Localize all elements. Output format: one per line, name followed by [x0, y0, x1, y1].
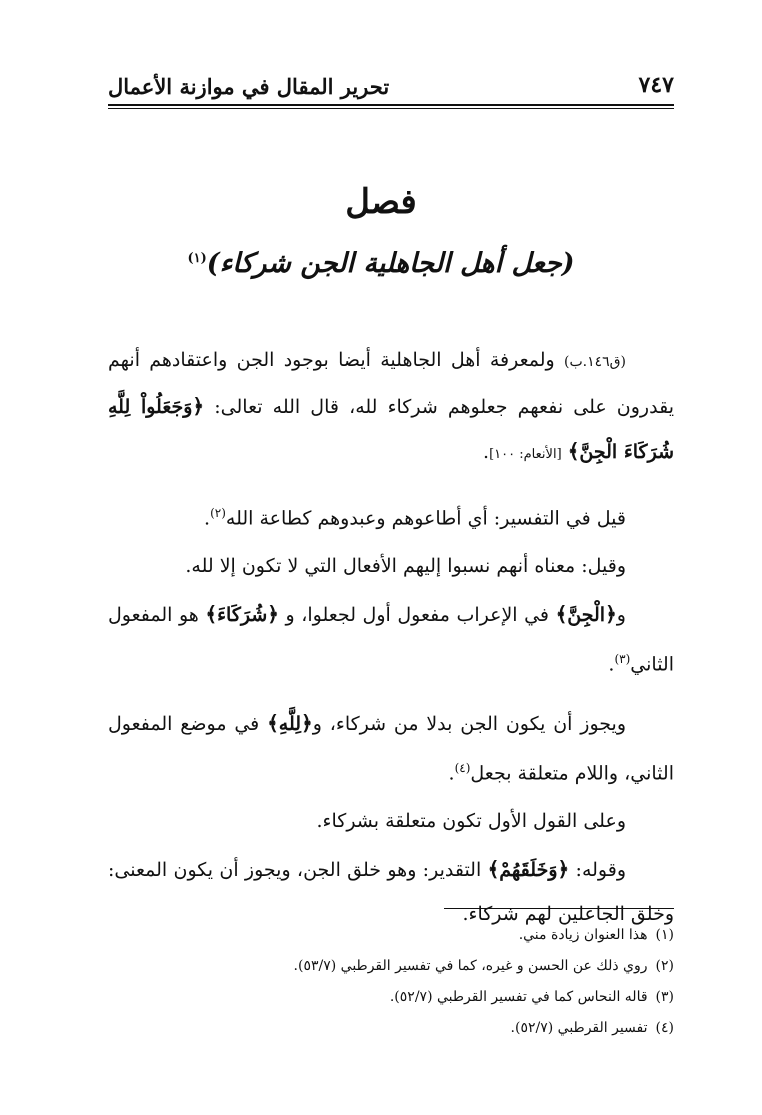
footnote-text: تفسير القرطبي (٥٢/٧).	[510, 1020, 648, 1036]
paragraph-text: و	[616, 604, 626, 627]
paragraph-2	[108, 491, 674, 540]
paragraph-1	[108, 338, 674, 477]
manuscript-reference: (ق١٤٦.ب)	[564, 354, 626, 370]
paragraph-text: وقوله:	[569, 858, 626, 881]
quran-open-brace: ﴿	[301, 710, 313, 735]
section-subtitle	[0, 248, 762, 279]
quran-close-brace: ﴾	[567, 439, 580, 463]
section-subtitle-text: (جعل أهل الجاهلية الجن شركاء)	[206, 248, 575, 279]
paragraph-text: وقيل: معناه أنهم نسبوا إليهم الأفعال التي لا تكون إلا لله.	[185, 555, 626, 578]
footnote-1	[108, 920, 674, 951]
footnote-number: (٤)	[655, 1020, 674, 1036]
footnote-3	[108, 982, 674, 1013]
paragraph-3	[108, 544, 674, 588]
footnote-2	[108, 951, 674, 982]
body-text	[108, 338, 674, 936]
paragraph-text: التقدير: وهو خلق الجن، ويجوز أن يكون المعنى: وخلق الجاعلين لهم شركاء.	[108, 858, 674, 925]
quran-verse: وَجَعَلُواْ لِلَّهِ شُرَكَاءَ الْجِنَّ	[108, 396, 674, 463]
verse-reference: [الأنعام: ١٠٠]	[489, 447, 562, 462]
footnote-marker: (١)	[187, 251, 207, 266]
footnote-number: (١)	[655, 927, 674, 943]
quran-word: وَخَلَقَهُمْ	[499, 858, 558, 881]
paragraph-6	[108, 799, 674, 843]
quran-word: لِلَّهِ	[278, 712, 302, 735]
quran-close-brace: ﴾	[205, 602, 218, 627]
page-number: ٧٤٧	[638, 72, 674, 98]
footnote-number: (٢)	[655, 958, 674, 974]
footnote-marker: (٤)	[454, 760, 471, 775]
paragraph-end: .	[483, 441, 490, 463]
quran-word: شُرَكَاءَ	[217, 604, 268, 627]
footnote-text: قاله النحاس كما في تفسير القرطبي (٥٢/٧).	[389, 989, 648, 1005]
footnote-separator	[444, 908, 674, 909]
paragraph-end: .	[204, 507, 211, 530]
quran-close-brace: ﴾	[555, 602, 568, 627]
paragraph-5	[108, 701, 674, 795]
paragraph-text: وعلى القول الأول تكون متعلقة بشركاء.	[316, 809, 626, 832]
paragraph-text: ولمعرفة أهل الجاهلية أيضا بوجود الجن واعتقادهم أنهم يقدرون على نفعهم جعلوهم شركاء لله، قال الله تعالى:	[108, 349, 674, 418]
paragraph-text: قيل في التفسير: أي أطاعوهم وعبدوهم كطاعة الله	[225, 507, 626, 530]
footnote-number: (٣)	[655, 989, 674, 1005]
footnote-marker: (٢)	[210, 506, 226, 520]
quran-open-brace: ﴿	[267, 602, 279, 627]
paragraph-text: هو المفعول الثاني	[108, 604, 674, 676]
quran-open-brace: ﴿	[557, 856, 570, 881]
footnotes	[108, 920, 674, 1044]
paragraph-text: في الإعراب مفعول أول لجعلوا، و	[278, 604, 556, 627]
quran-open-brace: ﴿	[605, 602, 617, 627]
footnote-text: روي ذلك عن الحسن و غيره، كما في تفسير القرطبي (٥٣/٧).	[293, 958, 648, 974]
running-header	[108, 66, 674, 106]
section-heading: فصل	[345, 182, 417, 222]
footnote-text: هذا العنوان زيادة مني.	[518, 927, 648, 943]
paragraph-text: في موضع المفعول الثاني، واللام متعلقة بجعل	[108, 712, 674, 784]
quran-word: الْجِنَّ	[567, 604, 606, 627]
quran-close-brace: ﴾	[267, 710, 279, 735]
header-rule-thick	[108, 104, 674, 106]
header-rule-thin	[108, 108, 674, 109]
quran-close-brace: ﴾	[487, 856, 500, 881]
paragraph-text: ويجوز أن يكون الجن بدلا من شركاء، و	[312, 712, 626, 735]
footnote-4	[108, 1013, 674, 1044]
paragraph-4	[108, 592, 674, 686]
paragraph-end: .	[448, 761, 455, 784]
quran-open-brace: ﴿	[192, 394, 205, 418]
running-title: تحرير المقال في موازنة الأعمال	[108, 74, 390, 99]
paragraph-end: .	[608, 653, 615, 676]
footnote-marker: (٣)	[614, 652, 631, 667]
